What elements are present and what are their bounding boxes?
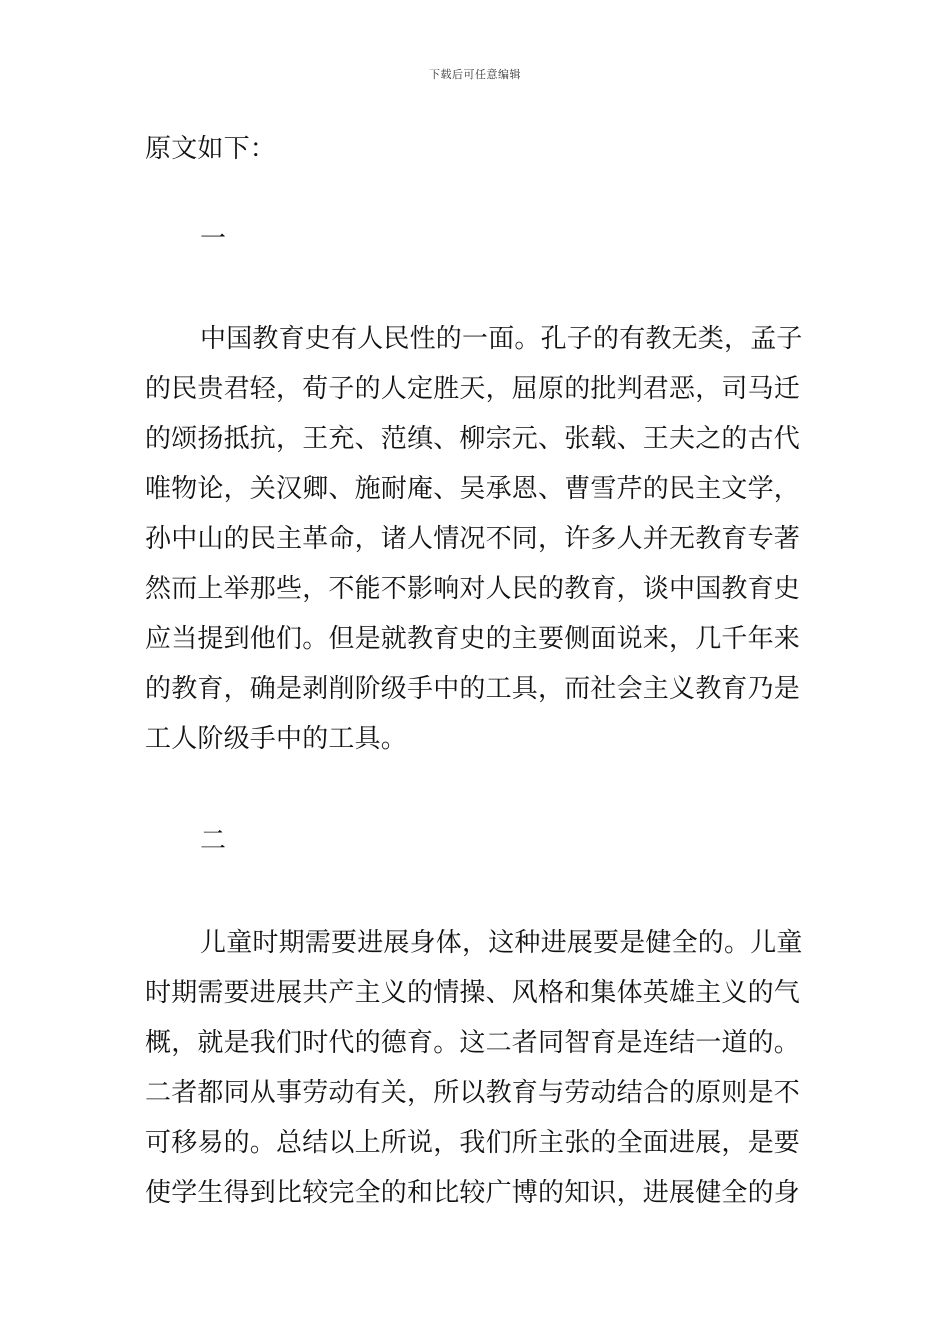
- paragraph-line: 概，就是我们时代的德育。这二者同智育是连结一道的。: [145, 1028, 801, 1058]
- paragraph-line: 使学生得到比较完全的和比较广博的知识，进展健全的身: [145, 1178, 801, 1208]
- paragraph-line: 唯物论，关汉卿、施耐庵、吴承恩、曹雪芹的民主文学，: [145, 474, 801, 504]
- paragraph-line: 工人阶级手中的工具。: [145, 724, 408, 754]
- paragraph-line: 的教育，确是剥削阶级手中的工具，而社会主义教育乃是: [145, 674, 801, 704]
- section-two-paragraph: [145, 918, 810, 1218]
- paragraph-line: 中国教育史有人民性的一面。孔子的有教无类，孟子: [200, 324, 803, 354]
- header-note: 下载后可任意编辑: [429, 68, 521, 81]
- section-number-one: 一: [200, 224, 227, 254]
- paragraph-line: 孙中山的民主革命，诸人情况不同，许多人并无教育专著: [145, 524, 801, 554]
- paragraph-line: 应当提到他们。但是就教育史的主要侧面说来，几千年来: [145, 624, 801, 654]
- document-body: [145, 130, 810, 1218]
- section-one-paragraph: [145, 314, 810, 764]
- paragraph-line: 的民贵君轻，荀子的人定胜天，屈原的批判君恶，司马迁: [145, 374, 801, 404]
- paragraph-line: 可移易的。总结以上所说，我们所主张的全面进展，是要: [145, 1128, 801, 1158]
- paragraph-line: 二者都同从事劳动有关，所以教育与劳动结合的原则是不: [145, 1078, 801, 1108]
- section-number-two: 二: [200, 826, 227, 856]
- paragraph-line: 儿童时期需要进展身体，这种进展要是健全的。儿童: [200, 928, 803, 958]
- paragraph-line: 然而上举那些，不能不影响对人民的教育，谈中国教育史: [145, 574, 801, 604]
- intro-line: 原文如下：: [145, 134, 277, 164]
- paragraph-line: 时期需要进展共产主义的情操、风格和集体英雄主义的气: [145, 978, 801, 1008]
- paragraph-line: 的颂扬抵抗，王充、范缜、柳宗元、张载、王夫之的古代: [145, 424, 801, 454]
